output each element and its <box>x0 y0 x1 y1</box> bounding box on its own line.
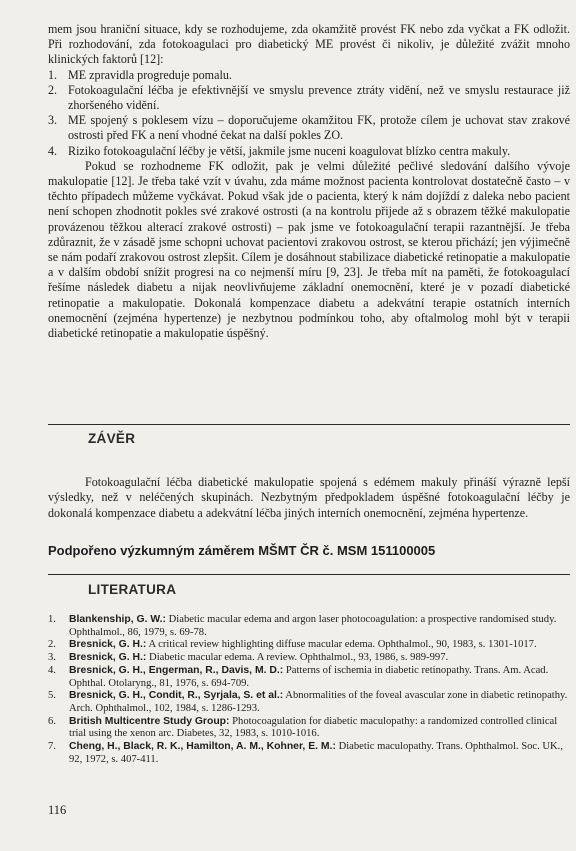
reference-item <box>48 614 570 639</box>
reference-item <box>48 639 570 652</box>
reference-number: 6. <box>48 715 56 727</box>
reference-authors: Bresnick, G. H., Engerman, R., Davis, M. D.: <box>69 664 284 676</box>
reference-number: 1. <box>48 614 56 625</box>
reference-item <box>48 741 570 766</box>
reference-text: Abnormalities of the foveal avascular zone in diabetic retinopathy. Arch. Ophthalmol., 102, 1984, s. 1286-1293. <box>69 690 568 714</box>
reference-item <box>48 665 570 690</box>
list-item <box>48 144 570 159</box>
list-text: Riziko fotokoagulační léčby je větší, jakmile jsme nuceni koagulovat blízko centra makuly. <box>68 143 511 158</box>
body-text <box>48 22 570 341</box>
list-number: 2. <box>48 82 58 97</box>
reference-text: Diabetic macular edema. A review. Ophthalmol., 93, 1986, s. 989-997. <box>146 652 449 664</box>
list-number: 4. <box>48 143 58 158</box>
reference-number: 3. <box>48 652 56 664</box>
references-heading: LITERATURA <box>88 582 177 597</box>
reference-authors: British Multicentre Study Group: <box>69 715 230 727</box>
reference-number: 2. <box>48 639 56 651</box>
list-item <box>48 83 570 113</box>
reference-authors: Cheng, H., Black, R. K., Hamilton, A. M., Kohner, E. M.: <box>69 741 336 753</box>
list-number: 3. <box>48 113 58 128</box>
list-text: ME zpravidla progreduje pomalu. <box>68 67 232 82</box>
list-item <box>48 113 570 143</box>
intro-paragraph: mem jsou hraniční situace, kdy se rozhodujeme, zda okamžitě provést FK nebo zda vyčkat a FK odložit. Při rozhodování, zda fotokoagulaci pro diabetický ME provést či nikoliv, je důležité zvážit mnoho klinických faktorů [12]: <box>48 22 570 67</box>
reference-authors: Blankenship, G. W.: <box>69 614 166 625</box>
list-text: Fotokoagulační léčba je efektivnější ve smyslu prevence ztráty vidění, než ve smyslu restaurace již zhoršeného vidění. <box>68 82 570 113</box>
reference-item <box>48 716 570 741</box>
reference-item <box>48 690 570 715</box>
conclusion-text <box>48 463 570 533</box>
reference-text: Patterns of ischemia in diabetic retinopathy. Trans. Am. Acad. Ophthal. Otolaryng., 81, 1976, s. 694-709. <box>69 664 549 689</box>
references-rule <box>48 574 570 575</box>
reference-authors: Bresnick, G. H.: <box>69 652 147 664</box>
reference-text: Photocoagulation for diabetic maculopathy: a randomized controlled clinical trial using the xenon arc. Diabetes, 32, 1983, s. 1010-1016. <box>69 715 558 740</box>
reference-text: Diabetic maculopathy. Trans. Ophthalmol. Soc. UK., 92, 1972, s. 407-411. <box>69 741 563 765</box>
list-text: ME spojený s poklesem vízu – doporučujeme okamžitou FK, protože cílem je uchovat stav zrakové ostrosti před FK a není vhodné čekat na další pokles ZO. <box>68 113 570 143</box>
reference-number: 5. <box>48 690 56 702</box>
grant-acknowledgement: Podpořeno výzkumným záměrem MŠMT ČR č. MSM 151100005 <box>48 543 436 558</box>
list-number: 1. <box>48 67 58 82</box>
conclusion-heading: ZÁVĚR <box>88 431 136 446</box>
clinical-factors-list <box>48 68 570 159</box>
references-list <box>48 614 570 766</box>
conclusion-paragraph: Fotokoagulační léčba diabetické makulopatie spojená s edémem makuly přináší výrazně lepší výsledky, než v neléčených skupinách. Nezbytným předpokladem úspěšné fotokoagulační léčby je dokonalá kompenzace diabetu a adekvátní léčba jiných interních onemocnění, zejména hypertenze. <box>48 475 570 520</box>
reference-text: Diabetic macular edema and argon laser photocoagulation: a prospective randomised study. Ophthalmol., 86, 1979, s. 69-78. <box>69 614 557 638</box>
reference-number: 7. <box>48 741 56 753</box>
reference-authors: Bresnick, G. H., Condit, R., Syrjala, S. et al.: <box>69 690 284 702</box>
reference-item <box>48 652 570 665</box>
reference-number: 4. <box>48 664 56 676</box>
conclusion-rule <box>48 424 570 425</box>
list-item <box>48 68 570 83</box>
page-number: 116 <box>48 803 67 817</box>
reference-text: A critical review highlighting diffuse macular edema. Ophthalmol., 90, 1983, s. 1301-1017. <box>146 639 537 651</box>
reference-authors: Bresnick, G. H.: <box>69 639 147 651</box>
main-paragraph: Pokud se rozhodneme FK odložit, pak je velmi důležité pečlivé sledování dalšího vývoje makulopatie [12]. Je třeba také vzít v úvahu, zda máme možnost pacienta kontrolovat dostatečně často – v těchto případech můžeme vyčkávat. Pokud však jde o pacienta, který k nám dojíždí z daleka nebo pacient není schopen zhodnotit pokles své zrakové ostrosti (a na kontrolu přijede až s obrazem těžké makulopatie provázenou těžkou alterací zrakové ostrosti) – pak jsme ve fotokoagulační terapii razantnější. Je třeba zdůraznit, že v zásadě jsme schopni uchovat pacientovi zrakovou ostrost, se kterou přichází; jen výjimečně se nám podaří zrakovou ostrost zlepšit. Cílem je dosáhnout stabilizace diabetické retinopatie a makulopatie a v dalším období snížit progresi na co nejmenší míru [9, 23]. Je třeba mít na paměti, že fotokoagulací řešíme následek diabetu a nijak neovlivňujeme základní onemocnění, které je v pozadí diabetické retinopatie a makulopatie. Dokonalá kompenzace diabetu a adekvátní terapie ostatních interních onemocnění (zejména hypertenze) je nezbytnou podmínkou toho, aby oftalmolog mohl být v terapii diabetické retinopatie a makulopatie úspěšný. <box>48 158 570 341</box>
